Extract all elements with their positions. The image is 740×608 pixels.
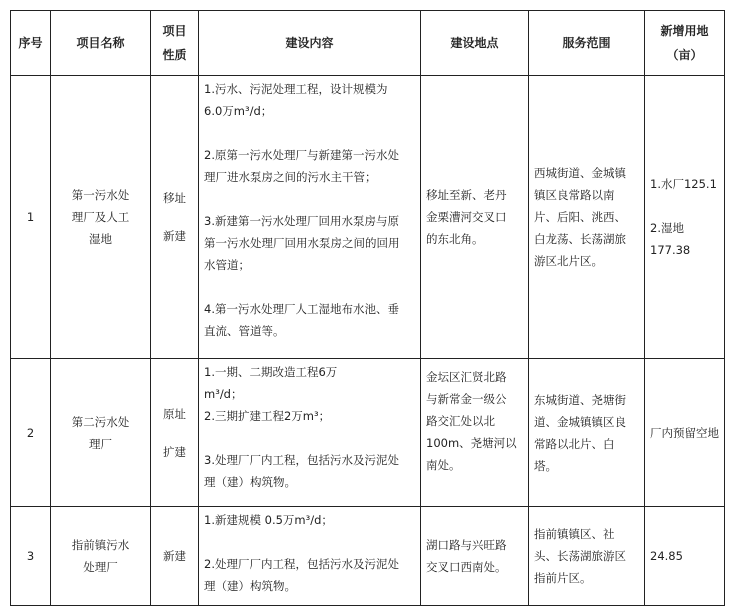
cell-name: 第一污水处 理厂及人工 湿地 xyxy=(51,76,151,359)
cell-seq: 2 xyxy=(11,359,51,507)
cell-content: 1.一期、二期改造工程6万 m³/d； 2.三期扩建工程2万m³； 3.处理厂厂内工程，包括污水及污泥处 理（建）构筑物。 xyxy=(199,359,421,507)
cell-service: 指前镇镇区、社 头、长荡湖旅游区 指前片区。 xyxy=(529,507,645,606)
project-table xyxy=(10,10,725,606)
header-name: 项目名称 xyxy=(51,11,151,76)
cell-location: 金坛区汇贤北路 与新常金一级公 路交汇处以北 100m、尧塘河以 南处。 xyxy=(421,359,529,507)
cell-seq: 1 xyxy=(11,76,51,359)
table-row xyxy=(11,359,725,507)
cell-name: 指前镇污水 处理厂 xyxy=(51,507,151,606)
cell-nature: 移址 新建 xyxy=(151,76,199,359)
cell-name: 第二污水处 理厂 xyxy=(51,359,151,507)
header-service: 服务范围 xyxy=(529,11,645,76)
header-location: 建设地点 xyxy=(421,11,529,76)
header-seq: 序号 xyxy=(11,11,51,76)
cell-land: 厂内预留空地 xyxy=(645,359,725,507)
header-row xyxy=(11,11,725,76)
cell-location: 湖口路与兴旺路 交叉口西南处。 xyxy=(421,507,529,606)
cell-land: 1.水厂125.1 2.湿地177.38 xyxy=(645,76,725,359)
cell-seq: 3 xyxy=(11,507,51,606)
cell-location: 移址至新、老丹 金栗漕河交叉口 的东北角。 xyxy=(421,76,529,359)
cell-nature: 新建 xyxy=(151,507,199,606)
cell-service: 东城街道、尧塘街 道、金城镇镇区良 常路以北片、白 塔。 xyxy=(529,359,645,507)
cell-content: 1.污水、污泥处理工程，设计规模为 6.0万m³/d； 2.原第一污水处理厂与新建第一污水处 理厂进水泵房之间的污水主干管； 3.新建第一污水处理厂回用水泵房与原 第一污水处理厂回用水泵房之间的回用 水管道； 4.第一污水处理厂人工湿地布水池、垂 直流、管道等。 xyxy=(199,76,421,359)
cell-land: 24.85 xyxy=(645,507,725,606)
header-content: 建设内容 xyxy=(199,11,421,76)
header-nature: 项目 性质 xyxy=(151,11,199,76)
cell-nature: 原址 扩建 xyxy=(151,359,199,507)
header-land: 新增用地 （亩） xyxy=(645,11,725,76)
cell-service: 西城街道、金城镇 镇区良常路以南 片、后阳、洮西、 白龙荡、长荡湖旅 游区北片区。 xyxy=(529,76,645,359)
table-row xyxy=(11,507,725,606)
cell-content: 1.新建规模 0.5万m³/d； 2.处理厂厂内工程，包括污水及污泥处 理（建）构筑物。 xyxy=(199,507,421,606)
table-row xyxy=(11,76,725,359)
